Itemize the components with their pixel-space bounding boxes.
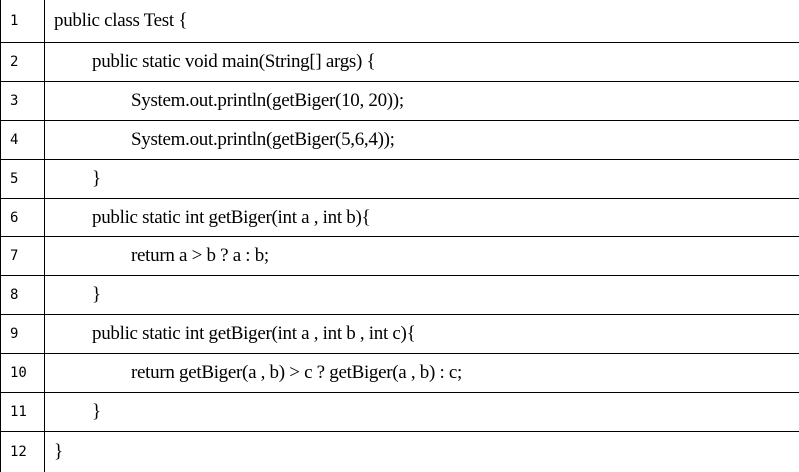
code-line — [1, 81, 799, 120]
line-number: 9 — [1, 315, 45, 354]
code-line — [1, 276, 799, 315]
code-text: public class Test { — [45, 0, 799, 42]
code-text: return a > b ? a : b; — [45, 237, 799, 276]
code-text: public static void main(String[] args) { — [45, 42, 799, 81]
code-line — [1, 42, 799, 81]
code-line — [1, 393, 799, 432]
code-text: return getBiger(a , b) > c ? getBiger(a , b) : c; — [45, 354, 799, 393]
code-text: System.out.println(getBiger(10, 20)); — [45, 81, 799, 120]
code-text: } — [45, 432, 799, 472]
code-text: } — [45, 393, 799, 432]
code-line — [1, 354, 799, 393]
line-number: 7 — [1, 237, 45, 276]
code-line — [1, 0, 799, 42]
line-number: 10 — [1, 354, 45, 393]
code-line — [1, 120, 799, 159]
line-number: 6 — [1, 198, 45, 237]
line-number: 5 — [1, 159, 45, 198]
code-line — [1, 159, 799, 198]
line-number: 1 — [1, 0, 45, 42]
code-line — [1, 315, 799, 354]
line-number: 3 — [1, 81, 45, 120]
code-text: } — [45, 276, 799, 315]
code-text: public static int getBiger(int a , int b , int c){ — [45, 315, 799, 354]
code-text: public static int getBiger(int a , int b){ — [45, 198, 799, 237]
line-number: 8 — [1, 276, 45, 315]
code-text: System.out.println(getBiger(5,6,4)); — [45, 120, 799, 159]
code-line — [1, 432, 799, 472]
line-number: 4 — [1, 120, 45, 159]
code-line — [1, 237, 799, 276]
line-number: 2 — [1, 42, 45, 81]
line-number: 11 — [1, 393, 45, 432]
code-text: } — [45, 159, 799, 198]
line-number: 12 — [1, 432, 45, 472]
code-line — [1, 198, 799, 237]
